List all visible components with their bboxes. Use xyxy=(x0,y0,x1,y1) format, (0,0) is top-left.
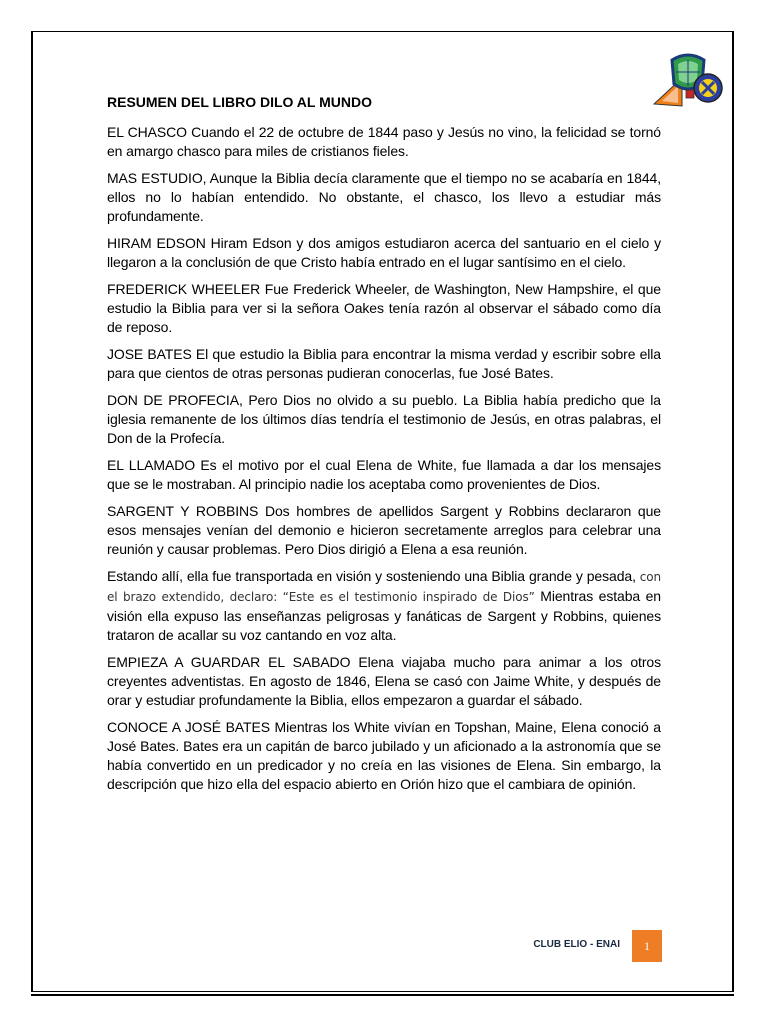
paragraph-el-llamado: EL LLAMADO Es el motivo por el cual Elena de White, fue llamada a dar los mensajes que se le mostraban. Al principio nadie los aceptaba como provenientes de Dios. xyxy=(107,457,661,492)
paragraph-hiram-edson: HIRAM EDSON Hiram Edson y dos amigos estudiaron acerca del santuario en el cielo y llegaron a la conclusión de que Cristo había entrado en el lugar santísimo en el cielo. xyxy=(107,235,661,270)
document-title: RESUMEN DEL LIBRO DILO AL MUNDO xyxy=(107,94,372,110)
vision-quote: con el brazo extendido, declaro: “Este es el testimonio inspirado de Dios” xyxy=(107,570,661,604)
paragraph-vision xyxy=(107,567,661,645)
page-footer xyxy=(520,930,662,962)
paragraph-jose-bates: JOSE BATES El que estudio la Biblia para encontrar la misma verdad y escribir sobre ella para que cientos de otras personas pudieran conocerlas, fue José Bates. xyxy=(107,346,661,381)
paragraph-mas-estudio: MAS ESTUDIO, Aunque la Biblia decía claramente que el tiempo no se acabaría en 1844, ellos no lo habían entendido. No obstante, el chasco, los llevo a estudiar más profundamente. xyxy=(107,170,661,224)
vision-text-part1: Estando allí, ella fue transportada en visión y sosteniendo una Biblia grande y pesada, xyxy=(107,568,636,584)
page-number-badge: 1 xyxy=(632,930,662,962)
paragraph-frederick-wheeler: FREDERICK WHEELER Fue Frederick Wheeler, de Washington, New Hampshire, el que estudio la Biblia para ver si la señora Oakes tenía razón al observar el sábado como día de reposo. xyxy=(107,281,661,335)
club-emblem-logo xyxy=(652,50,724,108)
vision-text-part3: Mientras estaba en visión ella expuso las enseñanzas peligrosas y fanáticas de Sargent y Robbins, quienes trataron de acallar su voz cantando en voz alta. xyxy=(107,588,661,643)
paragraph-sargent-y-robbins: SARGENT Y ROBBINS Dos hombres de apellidos Sargent y Robbins declararon que esos mensajes venían del demonio e hicieron secretamente arreglos para celebrar una reunión y causar problemas. Pero Dios dirigió a Elena a esa reunión. xyxy=(107,503,661,557)
paragraph-conoce-a-jose-bates: CONOCE A JOSÉ BATES Mientras los White vivían en Topshan, Maine, Elena conoció a José Bates. Bates era un capitán de barco jubilado y un aficionado a la astronomía que se había convertido en un predicador y no creía en las visiones de Elena. Sin embargo, la descripción que hizo ella del espacio abierto en Orión hizo que el cambiara de opinión. xyxy=(107,719,661,792)
paragraph-empieza-a-guardar: EMPIEZA A GUARDAR EL SABADO Elena viajaba mucho para animar a los otros creyentes adventistas. En agosto de 1846, Elena se casó con Jaime White, y después de orar y estudiar profundamente la Biblia, ellos empezaron a guardar el sábado. xyxy=(107,654,661,708)
paragraph-el-chasco: EL CHASCO Cuando el 22 de octubre de 1844 paso y Jesús no vino, la felicidad se tornó en amargo chasco para miles de cristianos fieles. xyxy=(107,124,661,159)
page-border-bottom-line xyxy=(31,994,734,996)
paragraph-don-de-profecia: DON DE PROFECIA, Pero Dios no olvido a su pueblo. La Biblia había predicho que la iglesia remanente de los últimos días tendría el testimonio de Jesús, en otras palabras, el Don de la Profecía. xyxy=(107,392,661,446)
footer-label: CLUB ELIO - ENAI xyxy=(533,939,620,950)
document-body xyxy=(107,93,661,802)
